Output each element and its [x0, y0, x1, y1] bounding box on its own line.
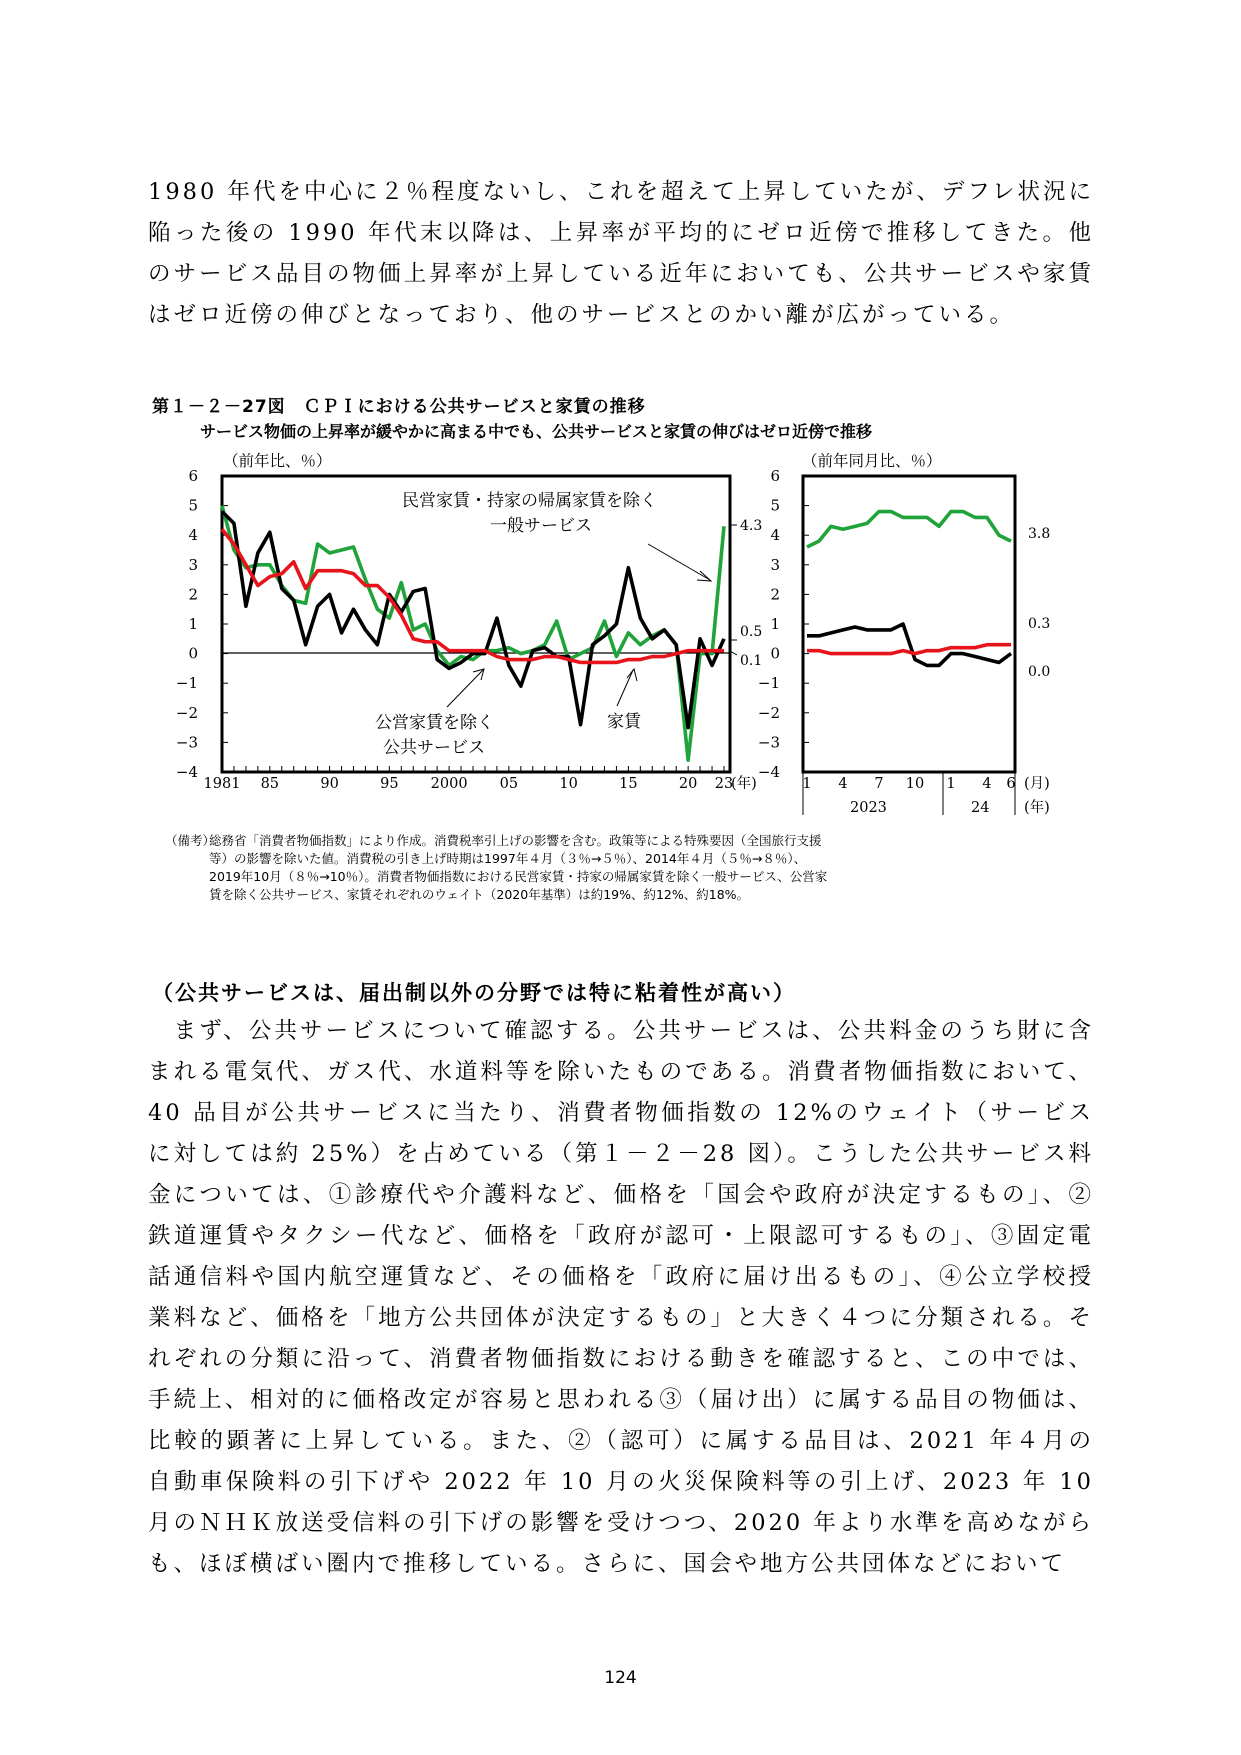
- right-y-tick-label: 1: [770, 615, 780, 633]
- intro-text: 1980 年代を中心に２％程度ないし、これを超えて上昇していたが、デフレ状況に陥った後の 1990 年代末以降は、上昇率が平均的にゼロ近傍で推移してきた。他のサービス品目の物価上昇率が上昇している近年においても、公共サービスや家賃はゼロ近傍の伸びとなっており、他のサービスとのかい離が広がっている。: [148, 179, 1094, 328]
- arrow-general: [648, 544, 710, 580]
- left-y-tick-label: 2: [188, 585, 198, 604]
- right-x-tick-label: 4: [982, 776, 992, 792]
- right-plot-frame: [803, 476, 1015, 772]
- right-y-tick-label: 4: [770, 526, 780, 545]
- right-y-tick-label: −4: [757, 763, 780, 781]
- left-x-axis: [204, 766, 734, 792]
- left-y-tick-label: −4: [175, 763, 198, 781]
- left-x-tick-label: 2000: [430, 776, 468, 792]
- figure-subtitle: サービス物価の上昇率が緩やかに高まる中でも、公共サービスと家賃の伸びはゼロ近傍で推移: [200, 422, 873, 441]
- right-x-axis: [802, 772, 1049, 816]
- body-text: まず、公共サービスについて確認する。公共サービスは、公共料金のうち財に含まれる電気代、ガス代、水道料等を除いたものである。消費者物価指数において、40 品目が公共サービスに当たり、消費者物価指数の 12%のウェイト（サービスに対しては約 25%）を占めている（第１－２－28 図）。こうした公共サービス料金については、①診療代や介護料など、価格を「国会や政府が決定するもの」、②鉄道運賃やタクシー代など、価格を「政府が認可・上限認可するもの」、③固定電話通信料や国内航空運賃など、その価格を「政府に届け出るもの」、④公立学校授業料など、価格を「地方公共団体が決定するもの」と大きく４つに分類される。それぞれの分類に沿って、消費者物価指数における動きを確認すると、この中では、手続上、相対的に価格改定が容易と思われる③（届け出）に属する品目の物価は、比較的顕著に上昇している。また、②（認可）に属する品目は、2021 年４月の自動車保険料の引下げや 2022 年 10 月の火災保険料等の引上げ、2023 年 10 月のＮＨＫ放送受信料の引下げの影響を受けつつ、2020 年より水準を高めながらも、ほぼ横ばい圏内で推移している。さらに、国会や地方公共団体などにおいて: [148, 1018, 1094, 1577]
- left-series-line-2: [222, 529, 724, 662]
- arrow-public: [447, 670, 483, 707]
- right-y-tick-label: 5: [770, 496, 780, 515]
- page-number: 124: [604, 1668, 637, 1688]
- annotation-general-services-1: 民営家賃・持家の帰属家賃を除く: [402, 491, 657, 511]
- annotation-general-services-2: 一般サービス: [490, 516, 592, 536]
- right-y-tick-label: 3: [770, 555, 780, 574]
- notes-line-2: 等）の影響を除いた値。消費税の引き上げ時期は1997年４月（３％→５％）、2014年４月（５％→８％）、: [209, 851, 807, 866]
- annotation-rent: 家賃: [607, 712, 641, 732]
- left-y-tick-label: 0: [188, 644, 198, 663]
- right-end-values: [1015, 526, 1050, 680]
- right-y-tick-label: 6: [770, 467, 780, 485]
- right-end-rent: 0.0: [1028, 664, 1051, 680]
- month-unit: (月): [1024, 776, 1050, 792]
- section-heading: （公共サービスは、届出制以外の分野では特に粘着性が高い）: [152, 981, 796, 1005]
- year-2023-label: 2023: [850, 800, 887, 816]
- right-y-tick-label: 2: [770, 585, 780, 604]
- left-y-tick-label: −3: [175, 733, 198, 752]
- left-x-tick-label: 85: [260, 776, 280, 792]
- right-x-tick-label: 1: [946, 776, 956, 792]
- notes-label: （備考）: [165, 833, 216, 848]
- right-x-tick-label: 6: [1006, 776, 1016, 792]
- figure-notes: [165, 832, 1095, 904]
- left-x-tick-label: 95: [380, 776, 399, 792]
- left-x-tick-label: 1981: [203, 776, 241, 792]
- notes-line-3: 2019年10月（８％→10％）。消費者物価指数における民営家賃・持家の帰属家賃を除く一般サービス、公営家: [209, 869, 828, 884]
- notes-line-1: 総務省「消費者物価指数」により作成。消費税率引上げの影響を含む。政策等による特殊要因（全国旅行支援: [209, 833, 822, 848]
- left-y-tick-label: 3: [188, 555, 198, 574]
- left-x-tick-label: 20: [678, 776, 698, 792]
- left-x-tick-label: 90: [320, 776, 339, 792]
- end-value-rent: 0.1: [740, 653, 763, 669]
- right-unit-label: （前年同月比、％）: [802, 452, 942, 470]
- year-unit: (年): [1024, 800, 1050, 816]
- annotation-public-services-2: 公共サービス: [383, 738, 485, 758]
- intro-paragraph: [148, 172, 1094, 336]
- right-y-tick-label: −3: [757, 733, 780, 752]
- right-y-tick-label: 0: [770, 644, 780, 663]
- left-x-tick-label: 23: [714, 776, 734, 792]
- right-x-tick-label: 7: [874, 776, 884, 792]
- right-series-line-0: [807, 512, 1011, 548]
- right-x-tick-label: 4: [838, 776, 848, 792]
- right-y-tick-label: −1: [757, 674, 780, 693]
- cpi-chart: [0, 440, 1241, 830]
- left-y-tick-label: 1: [188, 615, 198, 633]
- left-x-tick-label: 05: [499, 776, 519, 792]
- left-x-tick-label: 10: [559, 776, 578, 792]
- right-end-public: 0.3: [1028, 616, 1051, 632]
- notes-line-4: 賃を除く公共サービス、家賃それぞれのウェイト（2020年基準）は約19%、約12%、約18%。: [209, 887, 750, 902]
- year-24-label: 24: [971, 800, 990, 816]
- left-y-tick-label: 6: [188, 467, 198, 485]
- figure-title: 第１－２－27図 ＣＰＩにおける公共サービスと家賃の推移: [152, 397, 646, 417]
- body-paragraph: [148, 1011, 1094, 1585]
- left-y-tick-label: 5: [188, 496, 198, 515]
- right-y-tick-label: −2: [757, 703, 780, 722]
- annotation-public-services-1: 公営家賃を除く: [375, 713, 494, 733]
- left-end-values: [730, 518, 762, 669]
- right-x-tick-label: 1: [802, 776, 812, 792]
- end-value-general: 4.3: [740, 518, 763, 534]
- x-unit-year: (年): [731, 776, 757, 792]
- left-y-axis: [176, 467, 228, 781]
- left-x-tick-label: 15: [619, 776, 638, 792]
- left-y-tick-label: 4: [188, 526, 198, 545]
- right-x-tick-label: 10: [905, 776, 925, 792]
- left-unit-label: （前年比、％）: [223, 452, 332, 470]
- left-y-tick-label: −1: [175, 674, 198, 693]
- right-end-general: 3.8: [1028, 526, 1051, 542]
- right-series-lines: [807, 512, 1011, 666]
- left-y-tick-label: −2: [175, 703, 198, 722]
- end-value-public: 0.5: [740, 624, 763, 640]
- arrow-rent: [617, 670, 633, 706]
- right-y-axis: [758, 467, 809, 781]
